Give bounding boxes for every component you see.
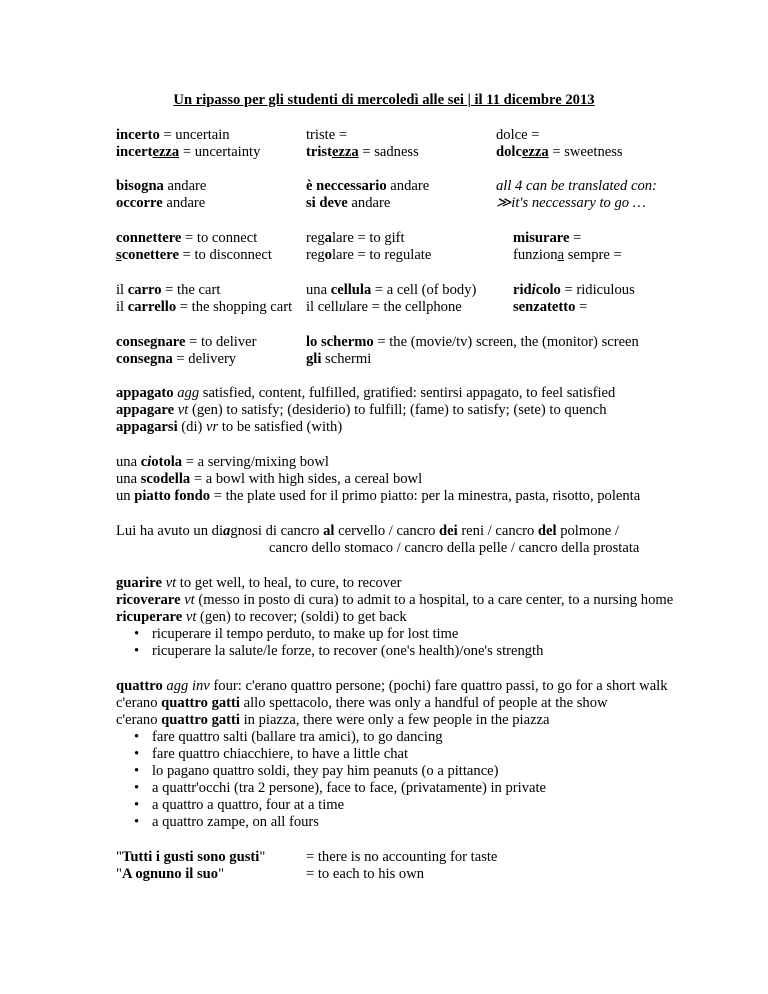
appagato-section: appagato agg satisfied, content, fulfilled, gratified: sentirsi appagato, to feel satisfied appagare vt (gen) to satisfy; (desiderio) to fulfill; (fame) to satisfy; (sete) to quench appagarsi (di) vr to be satisfied (with): [116, 385, 616, 435]
grid-r4-col2: una cellula = a cell (of body) il cellulare = the cellphone: [306, 282, 477, 315]
list-item: • fare quattro salti (ballare tra amici), to go dancing: [116, 729, 668, 746]
list-item: • a quattr'occhi (tra 2 persone), face to face, (privatamente) in private: [116, 780, 668, 797]
term: incerto: [116, 127, 160, 143]
grid-r4-col3: ridicolo = ridiculous senzatetto =: [513, 282, 635, 315]
cancer-section: Lui ha avuto un diagnosi di cancro al cervello / cancro dei reni / cancro del polmone / cancro dello stomaco / cancro della pelle / cancro della prostata: [116, 523, 640, 556]
grid-r2-col3: all 4 can be translated con: ≫it's neccessary to go …: [496, 178, 657, 211]
grid-r5-col2: lo schermo = the (movie/tv) screen, the (monitor) screen gli schermi: [306, 334, 639, 367]
grid-r4-col1: il carro = the cart il carrello = the shopping cart: [116, 282, 293, 315]
saying-1-meaning: = there is no accounting for taste: [306, 849, 498, 865]
grid-r3-col2: regalare = to gift regolare = to regulate: [306, 230, 432, 263]
guarire-section: guarire vt to get well, to heal, to cure, to recover ricoverare vt (messo in posto di cura) to admit to a hospital, to a care center, to a nursing home ricuperare vt (gen) to recover; (soldi) to get back • ricuperare il tempo perduto, to make up for lost time • ricuperare la salute/le forze, to recover (one's health)/one's strength: [116, 575, 673, 660]
bowls-section: una ciotola = a serving/mixing bowl una scodella = a bowl with high sides, a cereal bowl un piatto fondo = the plate used for il primo piatto: per la minestra, pasta, risotto, polenta: [116, 454, 641, 504]
grid-r3-col3: misurare = funziona sempre =: [513, 230, 622, 263]
grid-r1-col1: incerto = uncertain incertezza = uncertainty: [116, 127, 261, 160]
grid-r1-col3: dolce = dolcezza = sweetness: [496, 127, 623, 160]
page-title: Un ripasso per gli studenti di mercoledì alle sei | il 11 dicembre 2013: [173, 92, 595, 108]
list-item: • lo pagano quattro soldi, they pay him peanuts (o a pittance): [116, 763, 668, 780]
quattro-bullets: [116, 729, 668, 831]
grid-r3-col1: connettere = to connect sconettere = to disconnect: [116, 230, 272, 263]
list-item: • fare quattro chiacchiere, to have a little chat: [116, 746, 668, 763]
list-item: • ricuperare il tempo perduto, to make up for lost time: [116, 626, 673, 643]
quattro-section: quattro agg inv four: c'erano quattro persone; (pochi) fare quattro passi, to go for a short walk c'erano quattro gatti allo spettacolo, there was only a handful of people at the show c'erano quattro gatti in piazza, there were only a few people in the piazza • fare quattro salti (ballare tra amici), to go dancing • fare quattro chiacchiere, to have a little chat • lo pagano quattro soldi, they pay him peanuts (o a pittance) • a quattr'occhi (tra 2 persone), face to face, (privatamente) in private • a quattro a quattro, four at a time • a quattro zampe, on all fours: [116, 678, 668, 831]
list-item: • a quattro zampe, on all fours: [116, 814, 668, 831]
grid-r2-col2: è neccessario andare si deve andare: [306, 178, 430, 211]
saying-2: "A ognuno il suo": [116, 866, 225, 882]
saying-2-meaning: = to each to his own: [306, 866, 425, 882]
list-item: • ricuperare la salute/le forze, to recover (one's health)/one's strength: [116, 643, 673, 660]
grid-r1-col2: triste = tristezza = sadness: [306, 127, 419, 160]
list-item: • a quattro a quattro, four at a time: [116, 797, 668, 814]
grid-r2-col1: bisogna andare occorre andare: [116, 178, 207, 211]
grid-r5-col1: consegnare = to deliver consegna = delivery: [116, 334, 257, 367]
saying-1: "Tutti i gusti sono gusti": [116, 849, 266, 865]
guarire-bullets: [116, 626, 673, 660]
